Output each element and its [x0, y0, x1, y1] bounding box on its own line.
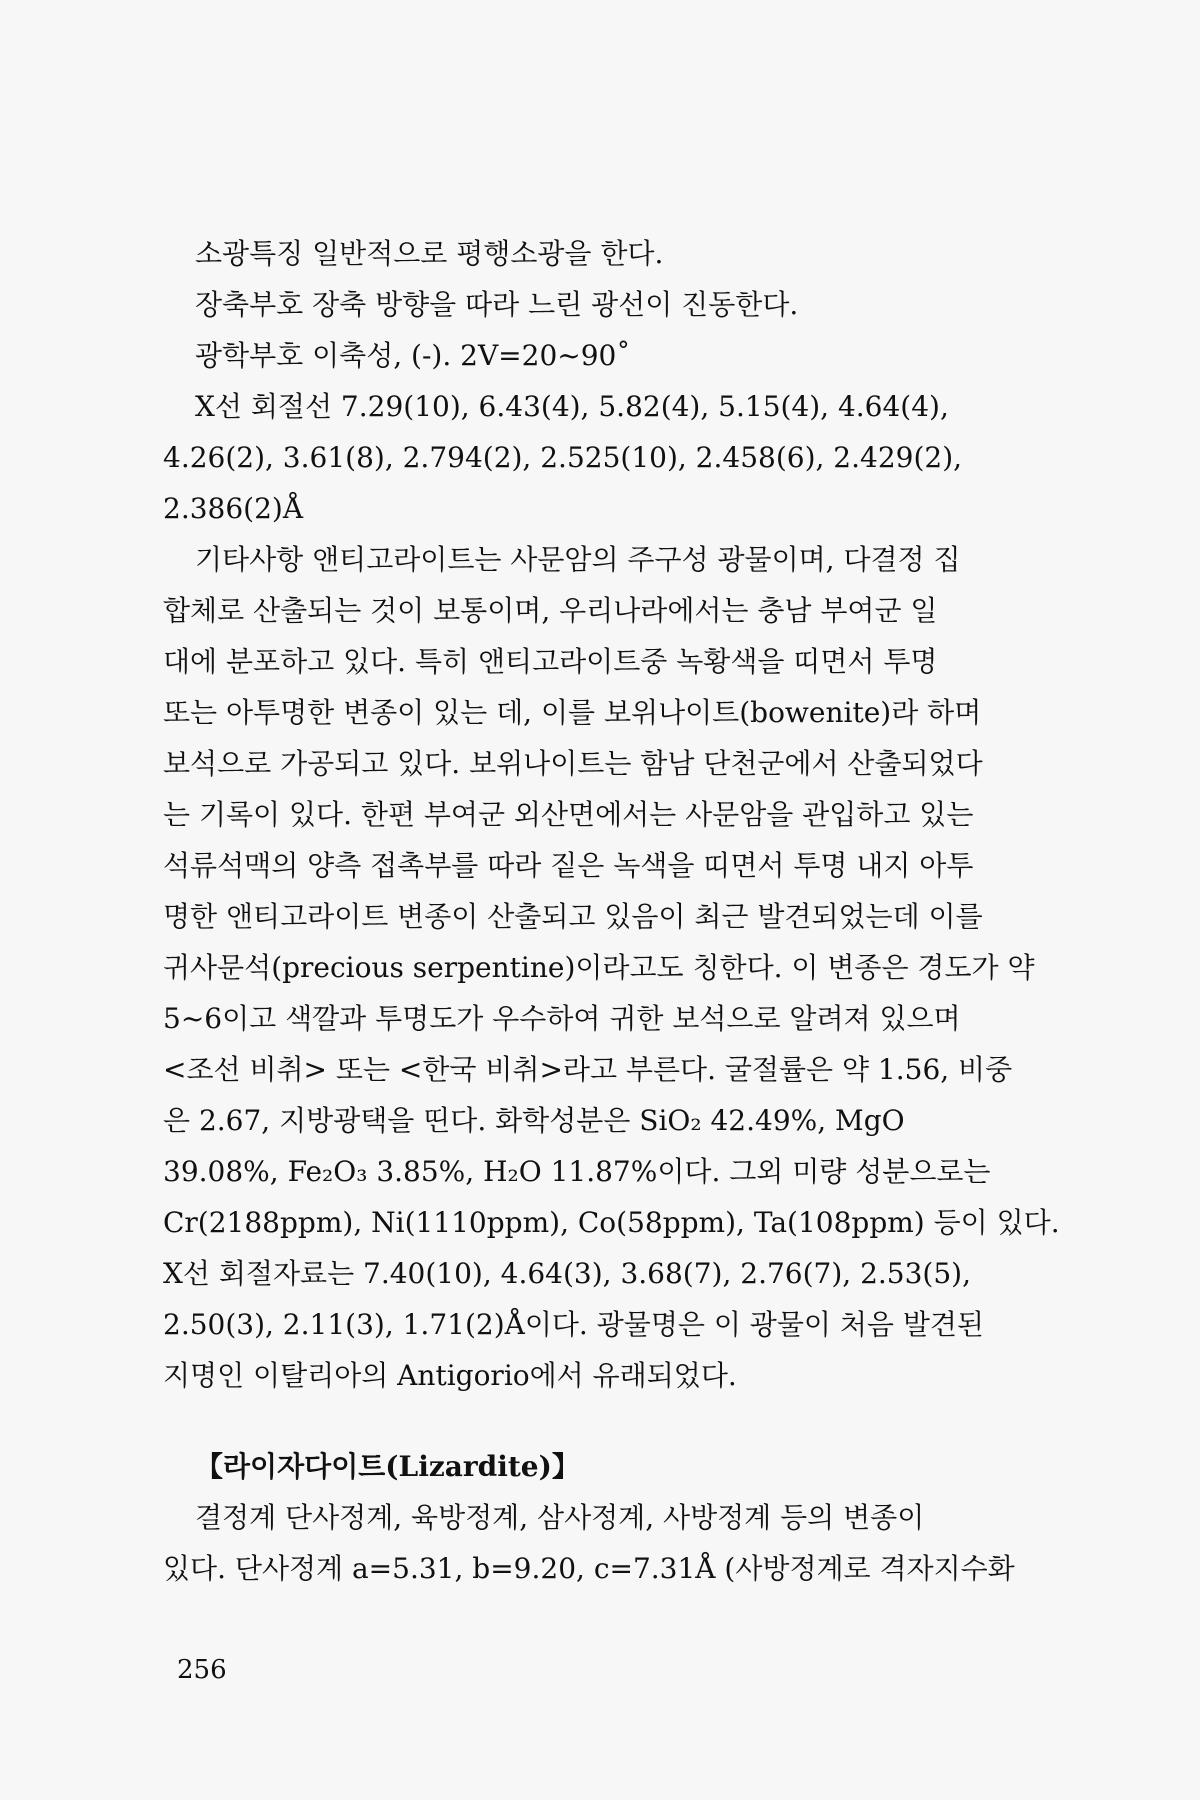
- text-line-notes-14: Cr(2188ppm), Ni(1110ppm), Co(58ppm), Ta(108ppm) 등이 있다.: [163, 1206, 1060, 1239]
- text-line-optic-sign: 광학부호 이축성, (-). 2V=20~90˚: [195, 339, 631, 372]
- text-line-notes-11: <조선 비취> 또는 <한국 비취>라고 부른다. 굴절률은 약 1.56, 비중: [163, 1053, 1013, 1086]
- text-line-elongation: 장축부호 장축 방향을 따라 느린 광선이 진동한다.: [195, 288, 799, 321]
- text-line-notes-7: 석류석맥의 양측 접촉부를 따라 짙은 녹색을 띠면서 투명 내지 아투: [163, 849, 974, 882]
- text-line-extinction: 소광특징 일반적으로 평행소광을 한다.: [195, 237, 664, 270]
- text-line-notes-8: 명한 앤티고라이트 변종이 산출되고 있음이 최근 발견되었는데 이를: [163, 900, 983, 933]
- page-number: 256: [177, 1655, 227, 1685]
- text-line-notes-15: X선 회절자료는 7.40(10), 4.64(3), 3.68(7), 2.76(7), 2.53(5),: [163, 1257, 971, 1290]
- text-line-notes-2: 합체로 산출되는 것이 보통이며, 우리나라에서는 충남 부여군 일: [163, 594, 938, 627]
- section-heading: 【라이자다이트(Lizardite)】: [195, 1450, 580, 1483]
- text-line-notes-3: 대에 분포하고 있다. 특히 앤티고라이트중 녹황색을 띠면서 투명: [163, 645, 938, 678]
- text-line-notes-10: 5~6이고 색깔과 투명도가 우수하여 귀한 보석으로 알려져 있으며: [163, 1002, 961, 1035]
- text-line-notes-16: 2.50(3), 2.11(3), 1.71(2)Å이다. 광물명은 이 광물이 처음 발견된: [163, 1308, 984, 1341]
- page-body: [163, 228, 1063, 1594]
- text-line-notes-1: 기타사항 앤티고라이트는 사문암의 주구성 광물이며, 다결정 집: [195, 543, 961, 576]
- text-line-notes-6: 는 기록이 있다. 한편 부여군 외산면에서는 사문암을 관입하고 있는: [163, 798, 974, 831]
- section-line-2: 있다. 단사정계 a=5.31, b=9.20, c=7.31Å (사방정계로 격자지수화: [163, 1552, 1015, 1585]
- text-line-notes-13: 39.08%, Fe₂O₃ 3.85%, H₂O 11.87%이다. 그외 미량 성분으로는: [163, 1155, 991, 1188]
- text-line-notes-4: 또는 아투명한 변종이 있는 데, 이를 보위나이트(bowenite)라 하며: [163, 696, 982, 729]
- text-line-xray-1: X선 회절선 7.29(10), 6.43(4), 5.82(4), 5.15(4), 4.64(4),: [195, 390, 949, 423]
- text-line-xray-3: 2.386(2)Å: [163, 492, 304, 525]
- text-line-notes-9: 귀사문석(precious serpentine)이라고도 칭한다. 이 변종은 경도가 약: [163, 951, 1035, 984]
- text-line-notes-5: 보석으로 가공되고 있다. 보위나이트는 함남 단천군에서 산출되었다: [163, 747, 983, 780]
- section-line-1: 결정계 단사정계, 육방정계, 삼사정계, 사방정계 등의 변종이: [195, 1501, 925, 1534]
- section-spacer: [163, 1401, 1063, 1441]
- text-line-xray-2: 4.26(2), 3.61(8), 2.794(2), 2.525(10), 2.458(6), 2.429(2),: [163, 441, 963, 474]
- text-line-notes-12: 은 2.67, 지방광택을 띤다. 화학성분은 SiO₂ 42.49%, MgO: [163, 1104, 905, 1137]
- text-line-notes-17: 지명인 이탈리아의 Antigorio에서 유래되었다.: [163, 1359, 737, 1392]
